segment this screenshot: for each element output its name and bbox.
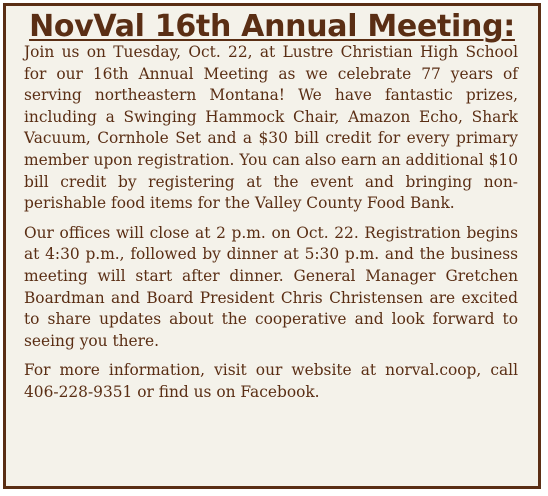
notice-title: NovVal 16th Annual Meeting: — [29, 9, 515, 44]
notice-paragraph-schedule: Our offices will close at 2 p.m. on Oct. 22. Registration begins at 4:30 p.m., followed by dinner at 5:30 p.m. and the business meeting will start after dinner. General Manager Gretchen Boardman and Board President Chris Christensen are excited to share updates about the cooperative and look forward to seeing you there. — [24, 223, 518, 350]
annual-meeting-notice — [3, 3, 541, 489]
notice-paragraph-event: Join us on Tuesday, Oct. 22, at Lustre Christian High School for our 16th Annual Meeting as we celebrate 77 years of serving northeastern Montana! We have fantastic prizes, including a Swinging Hammock Chair, Amazon Echo, Shark Vacuum, Cornhole Set and a $30 bill credit for every primary member upon registration. You can also earn an additional $10 bill credit by registering at the event and bringing non-perishable food items for the Valley County Food Bank. — [24, 43, 518, 213]
notice-paragraph-contact: For more information, visit our website at norval.coop, call 406-228-9351 or find us on Facebook. — [24, 361, 518, 401]
